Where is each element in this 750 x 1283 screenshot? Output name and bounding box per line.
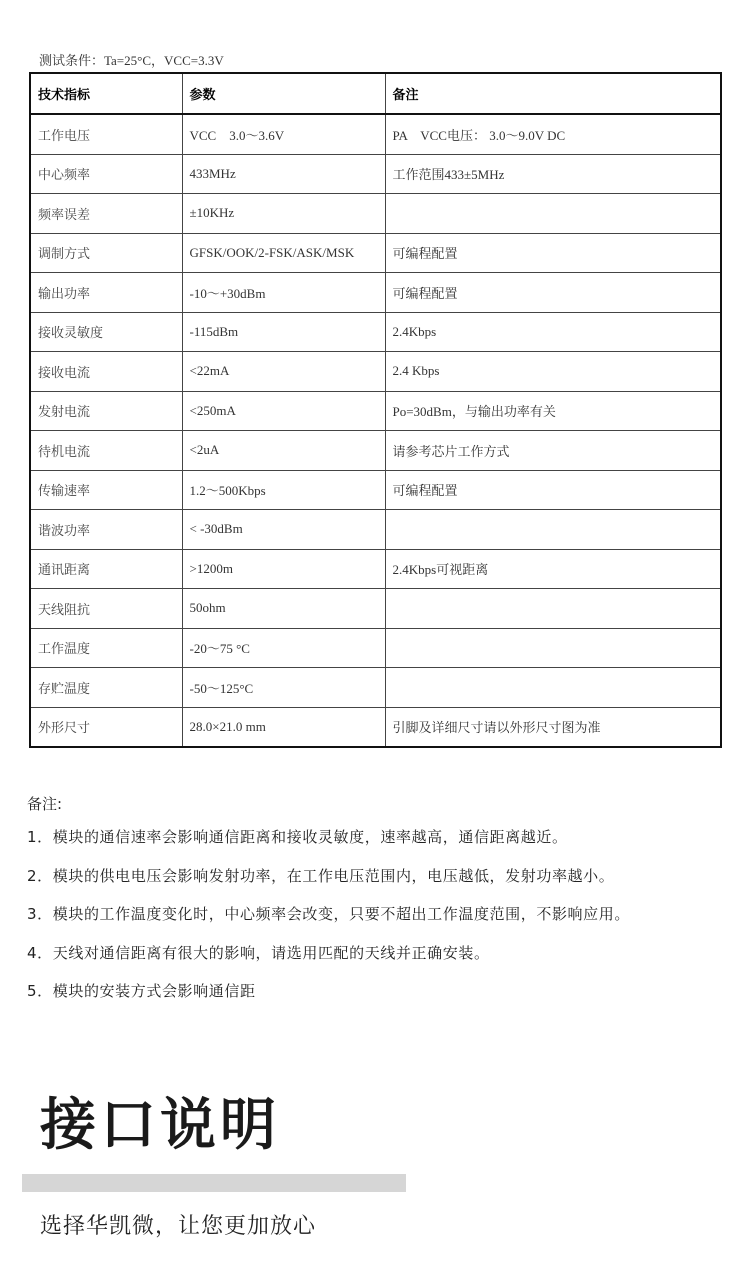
- cell-remark: 可编程配置: [385, 233, 721, 273]
- cell-spec: 输出功率: [30, 273, 182, 313]
- table-row: [30, 194, 721, 234]
- table-row: [30, 707, 721, 747]
- cell-param: >1200m: [182, 549, 385, 589]
- table-row: [30, 114, 721, 154]
- table-row: [30, 668, 721, 708]
- cell-param: <250mA: [182, 391, 385, 431]
- cell-spec: 待机电流: [30, 431, 182, 471]
- cell-remark: [385, 510, 721, 550]
- cell-remark: Po=30dBm，与输出功率有关: [385, 391, 721, 431]
- table-row: [30, 273, 721, 313]
- cell-spec: 天线阻抗: [30, 589, 182, 629]
- note-item: 5．模块的安装方式会影响通信距: [27, 982, 256, 1000]
- header-param: 参数: [182, 73, 385, 114]
- cell-remark: [385, 668, 721, 708]
- cell-remark: [385, 194, 721, 234]
- cell-spec: 传输速率: [30, 470, 182, 510]
- notes-section: [27, 793, 630, 1021]
- cell-param: <2uA: [182, 431, 385, 471]
- spec-table: [29, 72, 722, 748]
- cell-remark: PA VCC电压： 3.0～9.0V DC: [385, 114, 721, 154]
- table-row: [30, 470, 721, 510]
- cell-remark: 引脚及详细尺寸请以外形尺寸图为准: [385, 707, 721, 747]
- cell-remark: 可编程配置: [385, 273, 721, 313]
- cell-spec: 谐波功率: [30, 510, 182, 550]
- cell-param: <22mA: [182, 352, 385, 392]
- cell-param: 1.2～500Kbps: [182, 470, 385, 510]
- notes-title: 备注:: [27, 795, 63, 813]
- cell-spec: 发射电流: [30, 391, 182, 431]
- cell-spec: 接收灵敏度: [30, 312, 182, 352]
- table-row: [30, 391, 721, 431]
- cell-remark: 请参考芯片工作方式: [385, 431, 721, 471]
- cell-spec: 通讯距离: [30, 549, 182, 589]
- cell-param: 50ohm: [182, 589, 385, 629]
- cell-param: -115dBm: [182, 312, 385, 352]
- cell-param: ±10KHz: [182, 194, 385, 234]
- cell-param: 433MHz: [182, 154, 385, 194]
- test-condition: 测试条件：Ta=25°C，VCC=3.3V: [39, 53, 224, 68]
- note-item: 4．天线对通信距离有很大的影响，请选用匹配的天线并正确安装。: [27, 943, 490, 962]
- cell-remark: 工作范围433±5MHz: [385, 154, 721, 194]
- note-item: 2．模块的供电电压会影响发射功率，在工作电压范围内，电压越低，发射功率越小。: [27, 866, 615, 885]
- cell-spec: 调制方式: [30, 233, 182, 273]
- note-item: 3．模块的工作温度变化时，中心频率会改变，只要不超出工作温度范围，不影响应用。: [27, 905, 630, 923]
- cell-remark: 2.4 Kbps: [385, 352, 721, 392]
- table-row: [30, 154, 721, 194]
- section-divider-bar: [22, 1174, 406, 1192]
- cell-spec: 工作温度: [30, 628, 182, 668]
- cell-remark: 2.4Kbps: [385, 312, 721, 352]
- slogan: 选择华凯微，让您更加放心: [40, 1214, 317, 1239]
- cell-param: -20～75 °C: [182, 628, 385, 668]
- table-row: [30, 233, 721, 273]
- table-row: [30, 549, 721, 589]
- table-row: [30, 312, 721, 352]
- header-remark: 备注: [385, 73, 721, 114]
- table-row: [30, 431, 721, 471]
- header-spec: 技术指标: [30, 73, 182, 114]
- table-row: [30, 510, 721, 550]
- cell-param: < -30dBm: [182, 510, 385, 550]
- cell-param: -50～125°C: [182, 668, 385, 708]
- table-row: [30, 589, 721, 629]
- table-row: [30, 352, 721, 392]
- cell-spec: 存贮温度: [30, 668, 182, 708]
- cell-remark: [385, 589, 721, 629]
- cell-param: -10～+30dBm: [182, 273, 385, 313]
- cell-remark: 可编程配置: [385, 470, 721, 510]
- cell-remark: 2.4Kbps可视距离: [385, 549, 721, 589]
- cell-param: GFSK/OOK/2-FSK/ASK/MSK: [182, 233, 385, 273]
- cell-spec: 中心频率: [30, 154, 182, 194]
- table-row: [30, 628, 721, 668]
- section-title: 接口说明: [40, 1093, 280, 1158]
- cell-spec: 工作电压: [30, 114, 182, 154]
- table-header-row: [30, 73, 721, 114]
- note-item: 1．模块的通信速率会影响通信距离和接收灵敏度，速率越高，通信距离越近。: [27, 828, 568, 846]
- cell-param: 28.0×21.0 mm: [182, 707, 385, 747]
- cell-remark: [385, 628, 721, 668]
- cell-spec: 接收电流: [30, 352, 182, 392]
- cell-spec: 外形尺寸: [30, 707, 182, 747]
- cell-param: VCC 3.0～3.6V: [182, 114, 385, 154]
- cell-spec: 频率误差: [30, 194, 182, 234]
